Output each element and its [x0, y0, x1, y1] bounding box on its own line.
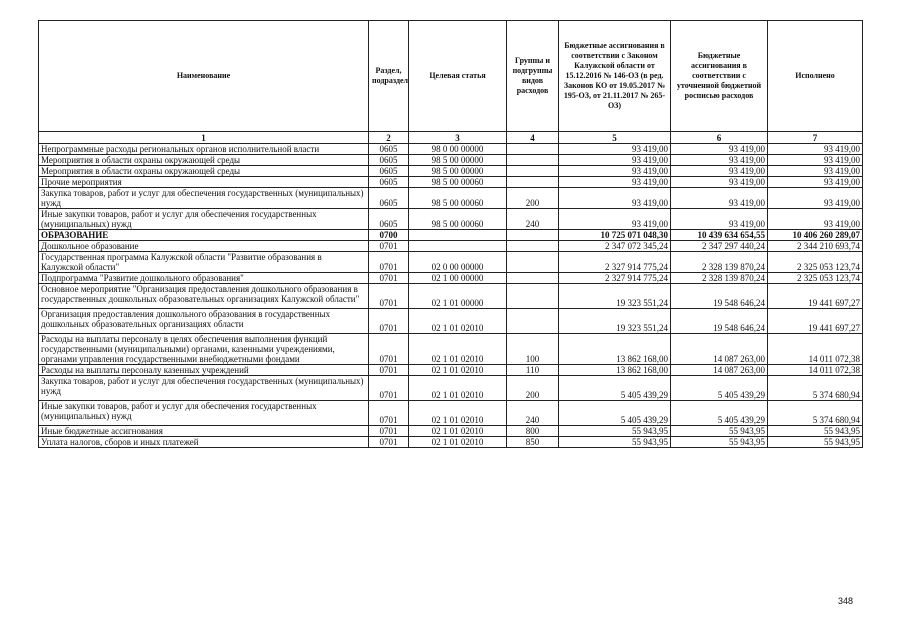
column-number: 4: [507, 132, 559, 144]
row-budget-refined-value: 2 347 297 440,24: [671, 241, 768, 252]
header-section: Раздел, подраздел: [369, 21, 409, 132]
column-number: 5: [559, 132, 671, 144]
table-row: [39, 177, 863, 188]
row-name: Закупка товаров, работ и услуг для обеспечения государственных (муниципальных) нужд: [39, 188, 369, 209]
table-row: [39, 155, 863, 166]
row-section: 0605: [369, 144, 409, 155]
row-budget-law-value: 93 419,00: [559, 144, 671, 155]
row-budget-refined-value: 93 419,00: [671, 166, 768, 177]
row-budget-refined-value: 2 328 139 870,24: [671, 273, 768, 284]
column-number: 3: [409, 132, 507, 144]
header-budget-refined: Бюджетные ассигнования в соответствии с уточненной бюджетной росписью расходов: [671, 21, 768, 132]
row-budget-refined-value: 10 439 634 654,55: [671, 230, 768, 241]
row-section: 0605: [369, 177, 409, 188]
table-row: [39, 401, 863, 426]
row-target-article: 02 1 01 02010: [409, 376, 507, 401]
table-row: [39, 426, 863, 437]
row-target-article: 98 5 00 00060: [409, 188, 507, 209]
table-row: [39, 188, 863, 209]
row-expense-group: 200: [507, 188, 559, 209]
table-row: [39, 376, 863, 401]
row-section: 0701: [369, 426, 409, 437]
row-section: 0701: [369, 309, 409, 334]
row-expense-group: [507, 166, 559, 177]
row-name: Иные бюджетные ассигнования: [39, 426, 369, 437]
row-budget-refined-value: 93 419,00: [671, 155, 768, 166]
row-budget-law-value: 93 419,00: [559, 177, 671, 188]
row-executed-value: 2 325 053 123,74: [768, 252, 863, 273]
row-target-article: 02 1 01 02010: [409, 426, 507, 437]
row-name: Мероприятия в области охраны окружающей среды: [39, 155, 369, 166]
row-executed-value: 93 419,00: [768, 144, 863, 155]
row-budget-law-value: 10 725 071 048,30: [559, 230, 671, 241]
table-body: [39, 144, 863, 448]
row-executed-value: 5 374 680,94: [768, 376, 863, 401]
row-expense-group: 800: [507, 426, 559, 437]
table-row: [39, 334, 863, 365]
row-executed-value: 2 325 053 123,74: [768, 273, 863, 284]
row-expense-group: 240: [507, 209, 559, 230]
row-section: 0701: [369, 284, 409, 309]
row-executed-value: 5 374 680,94: [768, 401, 863, 426]
row-section: 0605: [369, 209, 409, 230]
row-expense-group: 240: [507, 401, 559, 426]
row-budget-law-value: 55 943,95: [559, 437, 671, 448]
row-budget-law-value: 5 405 439,29: [559, 401, 671, 426]
row-target-article: 98 0 00 00000: [409, 144, 507, 155]
row-name: Непрограммные расходы региональных органов исполнительной власти: [39, 144, 369, 155]
row-section: 0700: [369, 230, 409, 241]
row-name: ОБРАЗОВАНИЕ: [39, 230, 369, 241]
row-executed-value: 19 441 697,27: [768, 309, 863, 334]
row-name: Прочие мероприятия: [39, 177, 369, 188]
header-executed: Исполнено: [768, 21, 863, 132]
budget-report-sheet: [38, 20, 862, 448]
row-target-article: 02 1 01 02010: [409, 437, 507, 448]
row-budget-law-value: 55 943,95: [559, 426, 671, 437]
column-number: 2: [369, 132, 409, 144]
row-section: 0701: [369, 252, 409, 273]
row-expense-group: [507, 309, 559, 334]
row-section: 0701: [369, 376, 409, 401]
row-target-article: 02 1 00 00000: [409, 273, 507, 284]
row-target-article: 02 1 01 02010: [409, 401, 507, 426]
row-budget-law-value: 13 862 168,00: [559, 334, 671, 365]
row-expense-group: 850: [507, 437, 559, 448]
header-expense-groups: Группы и подгруппы видов расходов: [507, 21, 559, 132]
row-budget-refined-value: 2 328 139 870,24: [671, 252, 768, 273]
table-row: [39, 166, 863, 177]
table-row: [39, 144, 863, 155]
column-number: 7: [768, 132, 863, 144]
row-section: 0701: [369, 241, 409, 252]
row-budget-law-value: 93 419,00: [559, 166, 671, 177]
row-target-article: 02 1 01 02010: [409, 334, 507, 365]
row-budget-refined-value: 55 943,95: [671, 437, 768, 448]
row-section: 0701: [369, 334, 409, 365]
row-budget-law-value: 2 347 072 345,24: [559, 241, 671, 252]
row-name: Организация предоставления дошкольного образования в государственных дошкольных образовательных организациях области: [39, 309, 369, 334]
row-budget-refined-value: 14 087 263,00: [671, 365, 768, 376]
row-section: 0605: [369, 188, 409, 209]
row-name: Основное мероприятие "Организация предоставления дошкольного образования в государственных дошкольных образовательных организациях Калужской области": [39, 284, 369, 309]
row-section: 0605: [369, 155, 409, 166]
page-number: 348: [838, 596, 854, 606]
row-budget-refined-value: 55 943,95: [671, 426, 768, 437]
row-target-article: [409, 230, 507, 241]
row-budget-law-value: 19 323 551,24: [559, 309, 671, 334]
row-section: 0605: [369, 166, 409, 177]
row-section: 0701: [369, 437, 409, 448]
header-name: Наименование: [39, 21, 369, 132]
row-expense-group: 200: [507, 376, 559, 401]
row-expense-group: [507, 252, 559, 273]
row-name: Расходы на выплаты персоналу казенных учреждений: [39, 365, 369, 376]
row-budget-law-value: 93 419,00: [559, 209, 671, 230]
table-row: [39, 365, 863, 376]
row-executed-value: 55 943,95: [768, 437, 863, 448]
table-row: [39, 252, 863, 273]
row-name: Расходы на выплаты персоналу в целях обеспечения выполнения функций государственными (муниципальными) органами, казенными учреждениями, органами управления государственными внебюджетными фондами: [39, 334, 369, 365]
row-budget-law-value: 19 323 551,24: [559, 284, 671, 309]
table-row: [39, 309, 863, 334]
row-target-article: 98 5 00 00060: [409, 177, 507, 188]
row-executed-value: 14 011 072,38: [768, 334, 863, 365]
header-row: [39, 21, 863, 132]
table-row: [39, 437, 863, 448]
row-executed-value: 55 943,95: [768, 426, 863, 437]
row-budget-law-value: 2 327 914 775,24: [559, 252, 671, 273]
row-executed-value: 19 441 697,27: [768, 284, 863, 309]
table-row: [39, 241, 863, 252]
row-target-article: 98 5 00 00000: [409, 155, 507, 166]
row-expense-group: [507, 241, 559, 252]
row-executed-value: 93 419,00: [768, 166, 863, 177]
row-budget-refined-value: 93 419,00: [671, 177, 768, 188]
row-expense-group: 110: [507, 365, 559, 376]
row-section: 0701: [369, 273, 409, 284]
row-budget-refined-value: 19 548 646,24: [671, 284, 768, 309]
column-number: 1: [39, 132, 369, 144]
row-name: Уплата налогов, сборов и иных платежей: [39, 437, 369, 448]
row-target-article: [409, 241, 507, 252]
row-target-article: 02 1 01 00000: [409, 284, 507, 309]
table-row: [39, 209, 863, 230]
table-row: [39, 284, 863, 309]
table-row: [39, 273, 863, 284]
header-budget-law: Бюджетные ассигнования в соответствии с Законом Калужской области от 15.12.2016 № 146-ОЗ (в ред. Законов КО от 19.05.2017 № 195-ОЗ, от 21.11.2017 № 265-ОЗ): [559, 21, 671, 132]
row-expense-group: 100: [507, 334, 559, 365]
row-name: Подпрограмма "Развитие дошкольного образования": [39, 273, 369, 284]
row-name: Дошкольное образование: [39, 241, 369, 252]
row-budget-refined-value: 93 419,00: [671, 209, 768, 230]
row-budget-law-value: 13 862 168,00: [559, 365, 671, 376]
row-budget-law-value: 93 419,00: [559, 188, 671, 209]
row-name: Иные закупки товаров, работ и услуг для обеспечения государственных (муниципальных) нужд: [39, 209, 369, 230]
row-section: 0701: [369, 401, 409, 426]
row-expense-group: [507, 155, 559, 166]
row-budget-refined-value: 93 419,00: [671, 144, 768, 155]
row-name: Закупка товаров, работ и услуг для обеспечения государственных (муниципальных) нужд: [39, 376, 369, 401]
column-number-row: [39, 132, 863, 144]
row-executed-value: 93 419,00: [768, 155, 863, 166]
row-name: Иные закупки товаров, работ и услуг для обеспечения государственных (муниципальных) нужд: [39, 401, 369, 426]
table-row: [39, 230, 863, 241]
row-executed-value: 93 419,00: [768, 209, 863, 230]
row-target-article: 98 5 00 00060: [409, 209, 507, 230]
row-executed-value: 93 419,00: [768, 188, 863, 209]
row-target-article: 02 1 01 02010: [409, 365, 507, 376]
row-target-article: 98 5 00 00000: [409, 166, 507, 177]
row-name: Мероприятия в области охраны окружающей среды: [39, 166, 369, 177]
row-budget-refined-value: 5 405 439,29: [671, 401, 768, 426]
row-expense-group: [507, 230, 559, 241]
row-name: Государственная программа Калужской области "Развитие образования в Калужской области": [39, 252, 369, 273]
row-executed-value: 2 344 210 693,74: [768, 241, 863, 252]
row-expense-group: [507, 284, 559, 309]
row-expense-group: [507, 144, 559, 155]
row-section: 0701: [369, 365, 409, 376]
header-target-article: Целевая статья: [409, 21, 507, 132]
row-executed-value: 93 419,00: [768, 177, 863, 188]
row-budget-refined-value: 93 419,00: [671, 188, 768, 209]
column-number: 6: [671, 132, 768, 144]
row-budget-refined-value: 19 548 646,24: [671, 309, 768, 334]
row-target-article: 02 0 00 00000: [409, 252, 507, 273]
row-budget-law-value: 93 419,00: [559, 155, 671, 166]
row-executed-value: 14 011 072,38: [768, 365, 863, 376]
row-target-article: 02 1 01 02010: [409, 309, 507, 334]
row-expense-group: [507, 273, 559, 284]
row-budget-refined-value: 14 087 263,00: [671, 334, 768, 365]
row-executed-value: 10 406 260 289,07: [768, 230, 863, 241]
row-budget-law-value: 2 327 914 775,24: [559, 273, 671, 284]
budget-table: [38, 20, 863, 448]
row-expense-group: [507, 177, 559, 188]
row-budget-refined-value: 5 405 439,29: [671, 376, 768, 401]
row-budget-law-value: 5 405 439,29: [559, 376, 671, 401]
